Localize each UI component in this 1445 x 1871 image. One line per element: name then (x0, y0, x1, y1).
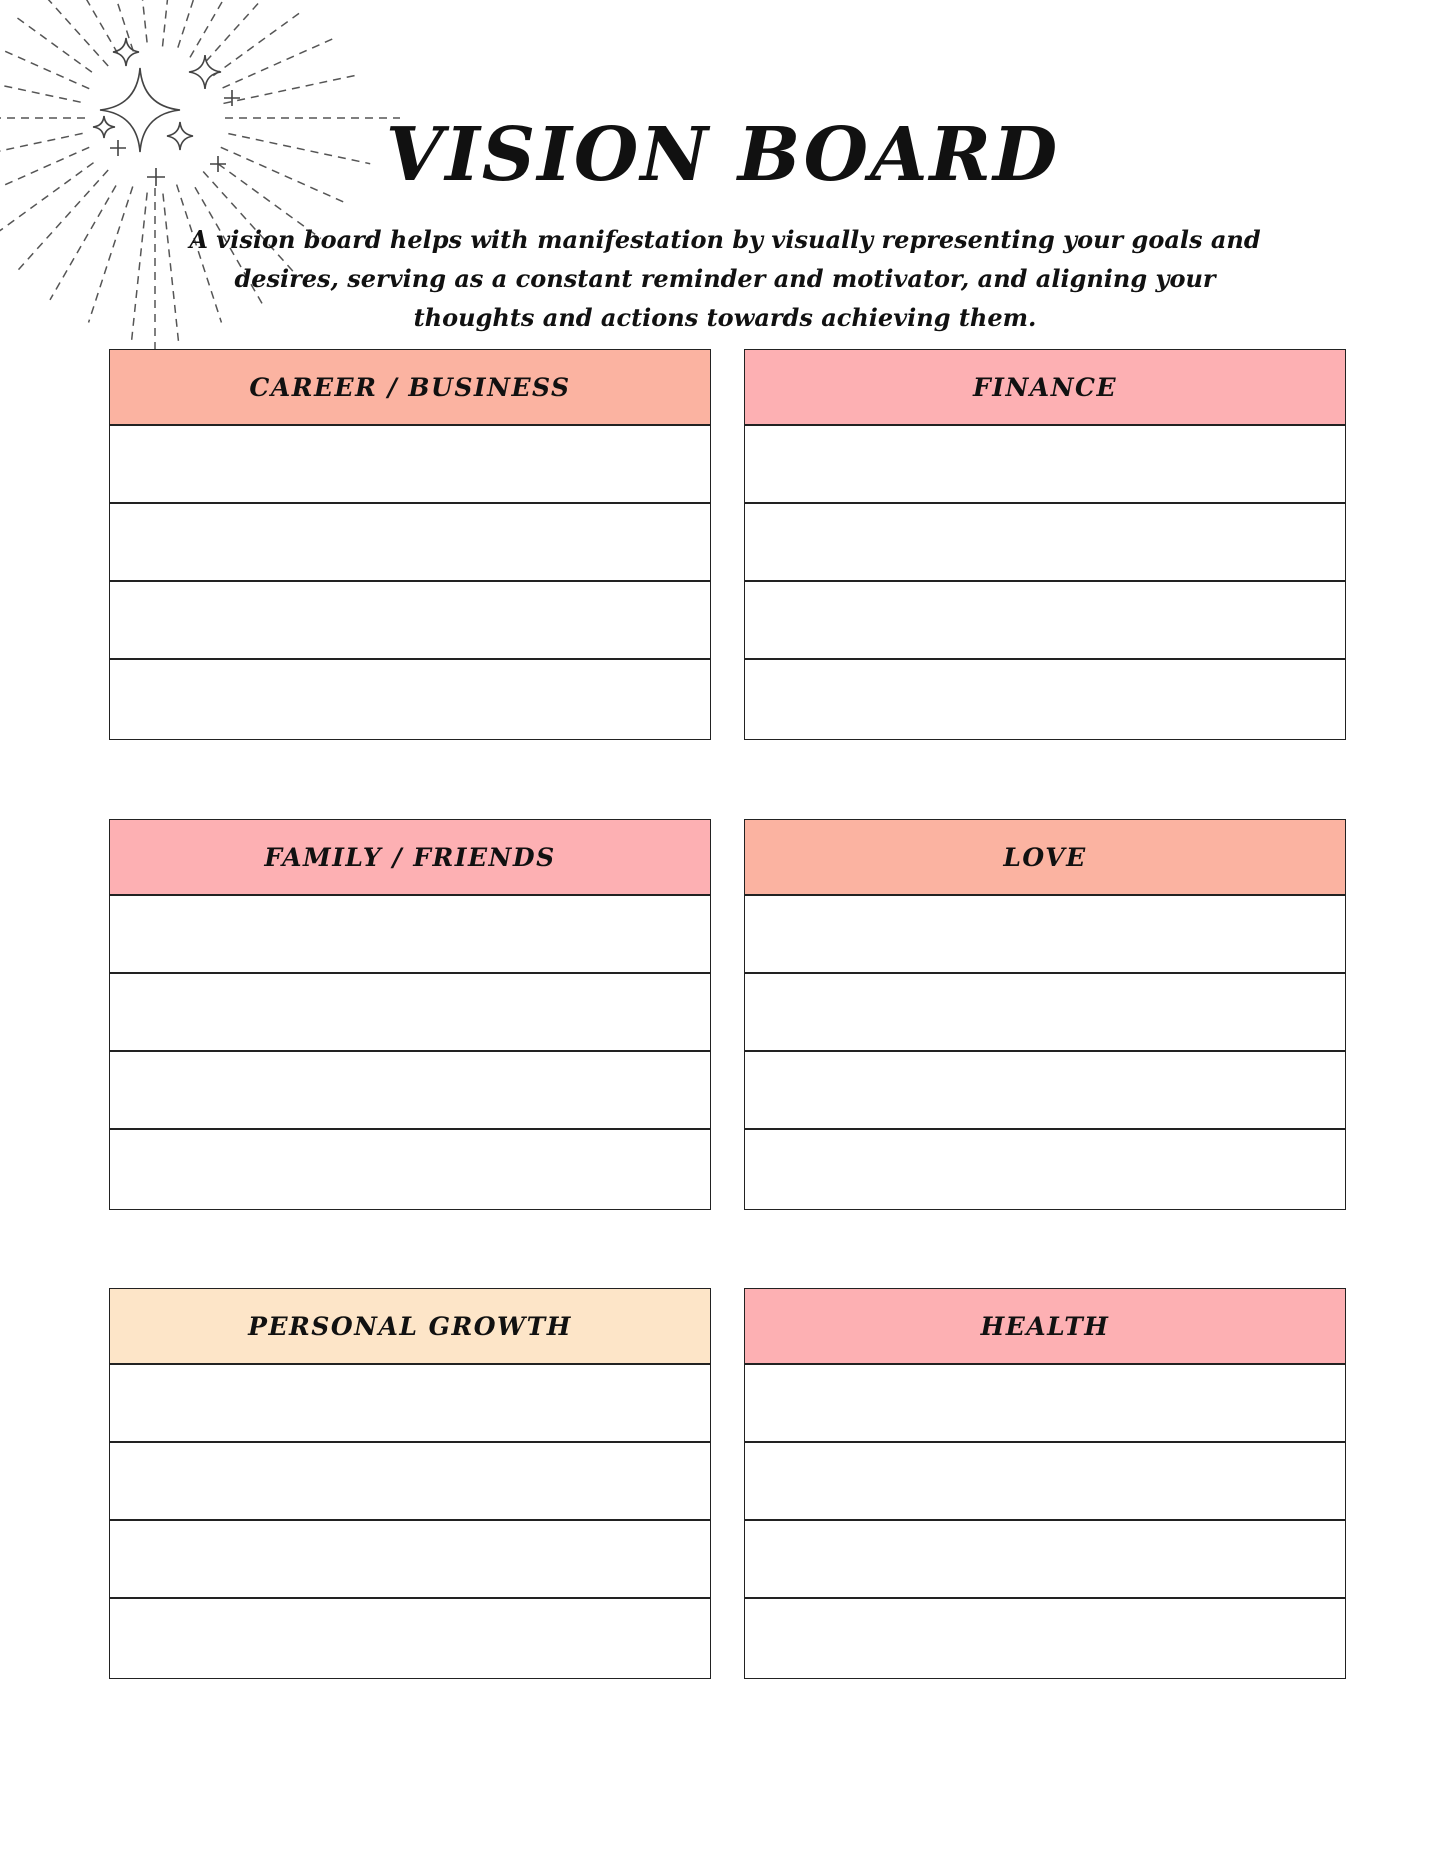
burst-ray (89, 186, 133, 322)
entry-line[interactable] (110, 1599, 710, 1677)
entry-line[interactable] (745, 974, 1345, 1052)
burst-ray (190, 0, 230, 57)
entry-line[interactable] (110, 896, 710, 974)
entry-line[interactable] (110, 582, 710, 660)
burst-ray (131, 193, 147, 342)
burst-ray (213, 12, 300, 75)
entry-line[interactable] (745, 1521, 1345, 1599)
burst-ray (13, 15, 91, 72)
section-love (744, 819, 1346, 1210)
burst-ray (206, 0, 266, 62)
entry-line[interactable] (745, 896, 1345, 974)
entry-line[interactable] (110, 974, 710, 1052)
burst-ray (0, 78, 81, 102)
section-header: FINANCE (745, 350, 1345, 426)
entry-line[interactable] (745, 426, 1345, 504)
section-career-business (109, 349, 711, 740)
burst-ray (0, 43, 89, 89)
burst-ray (112, 0, 134, 51)
burst-ray (50, 186, 116, 300)
section-header: PERSONAL GROWTH (110, 1289, 710, 1365)
entry-line[interactable] (110, 1521, 710, 1599)
entry-line[interactable] (745, 1599, 1345, 1677)
entry-line[interactable] (110, 504, 710, 582)
burst-ray (163, 0, 169, 46)
entry-line[interactable] (745, 1130, 1345, 1208)
entry-line[interactable] (745, 1365, 1345, 1443)
section-header: HEALTH (745, 1289, 1345, 1365)
entry-line[interactable] (110, 1443, 710, 1521)
section-health (744, 1288, 1346, 1679)
entry-line[interactable] (745, 660, 1345, 738)
burst-ray (45, 0, 109, 66)
burst-ray (223, 74, 360, 103)
section-family-friends (109, 819, 711, 1210)
entry-line[interactable] (110, 1365, 710, 1443)
burst-ray (163, 194, 179, 347)
entry-line[interactable] (745, 504, 1345, 582)
entry-line[interactable] (745, 582, 1345, 660)
burst-ray (178, 0, 198, 48)
section-header: LOVE (745, 820, 1345, 896)
section-personal-growth (109, 1288, 711, 1679)
burst-ray (141, 0, 147, 42)
page-description: A vision board helps with manifestation by visually representing your goals and desires, serving as a constant reminder and motivator, and aligning your thoughts and actions towards achieving them. (189, 225, 1261, 332)
entry-line[interactable] (745, 1443, 1345, 1521)
entry-line[interactable] (745, 1052, 1345, 1130)
entry-line[interactable] (110, 1052, 710, 1130)
section-finance (744, 349, 1346, 740)
burst-ray (223, 39, 334, 88)
section-header: CAREER / BUSINESS (110, 350, 710, 426)
entry-line[interactable] (110, 426, 710, 504)
burst-ray (80, 0, 118, 54)
page-title: VISION BOARD (385, 112, 1060, 198)
section-header: FAMILY / FRIENDS (110, 820, 710, 896)
entry-line[interactable] (110, 1130, 710, 1208)
entry-line[interactable] (110, 660, 710, 738)
